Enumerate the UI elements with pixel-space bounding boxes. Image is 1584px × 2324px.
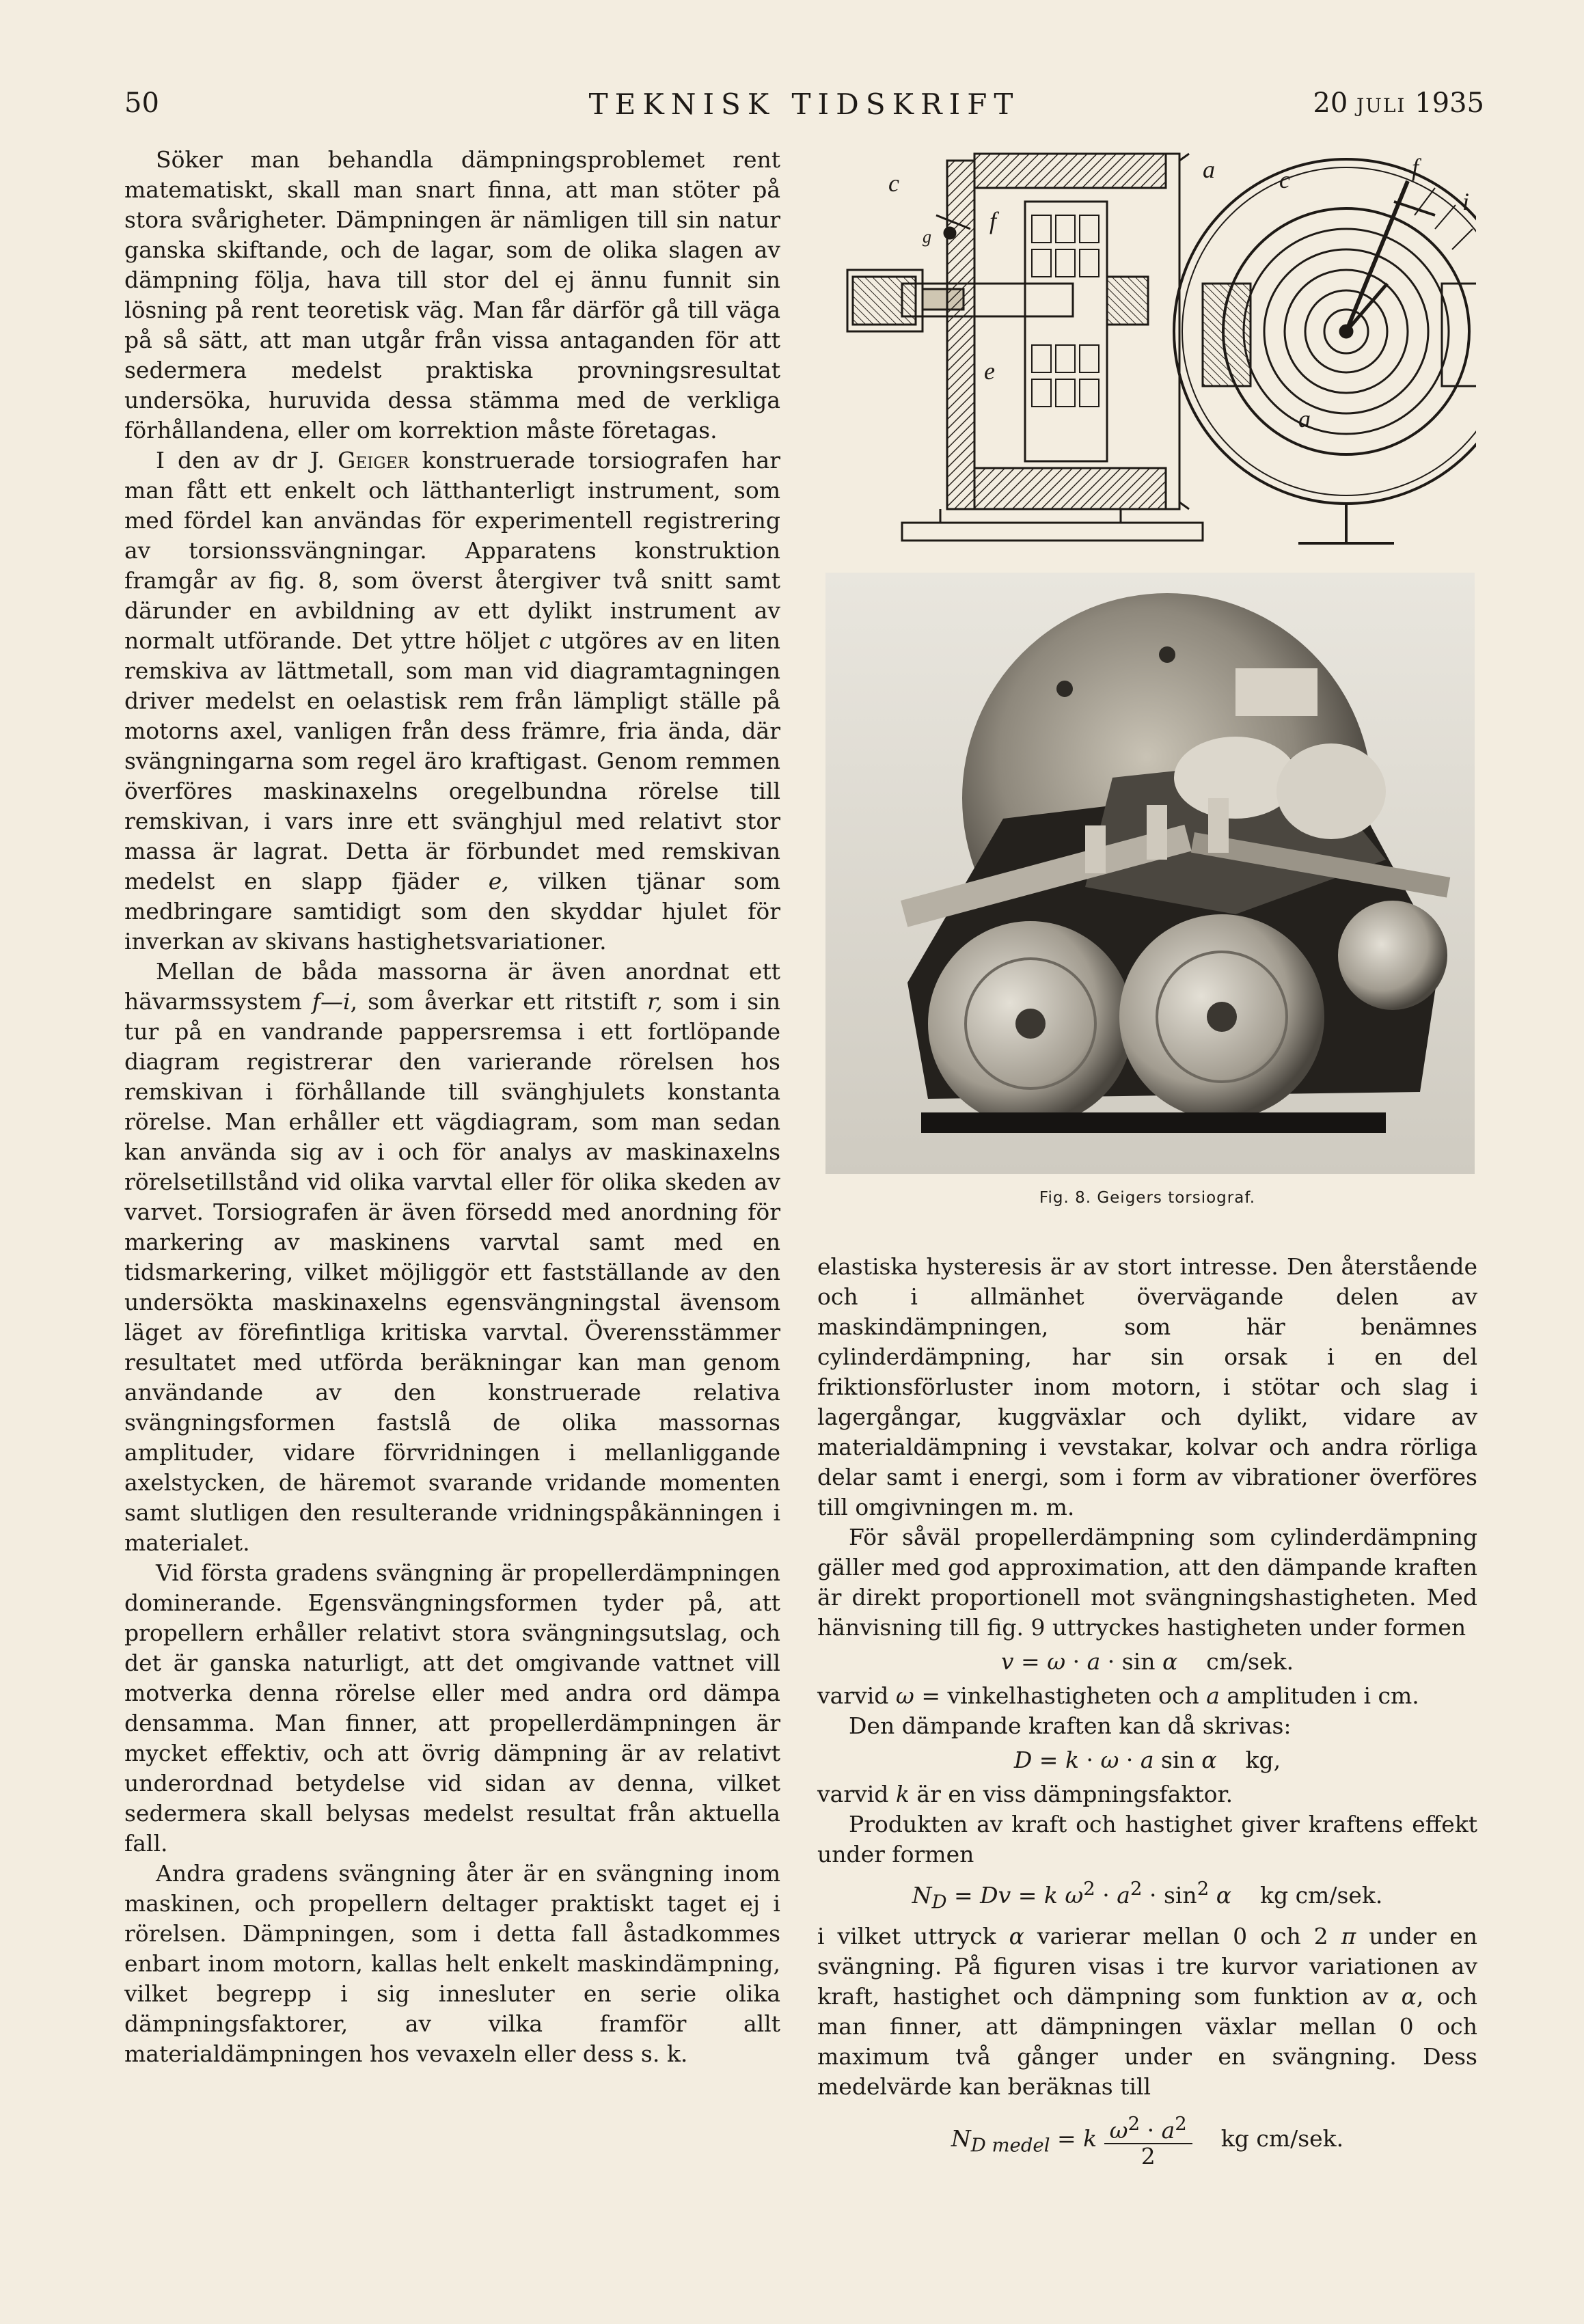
formula-unit: kg cm/sek. [1259,1882,1383,1909]
formula-unit: kg cm/sek. [1220,2124,1344,2152]
text-run: som i sin tur på en vandrande pappersremsa i ett fortlöpande diagram registrerar den varierande rörelsen hos remskivan i förhållande till svänghjulets konstanta rörelse. Man erhåller ett vägdiagram, som man sedan kan använda sig av i och för analys av maskinaxelns rörelsetillstånd vid olika varvtal eller för olika skeden av varvet. Torsiografen är även försedd med anordning för markering av maskinens varvtal samt med en tidsmarkering, vilket möjliggör ett fastställande av den undersökta maskinaxelns egensvängningstal ävensom läget av förefintliga kritiska varvtal. Överensstämmer resultatet med utförda beräkningar kan man genom användande av den konstruerade relativa svängningsformen fastslå de olika massornas amplituder, vidare förvridningen i mellanliggande axelstycken, de häremot svarande vridande momenten samt slutligen den resulterande vridningspåkänningen i materialet. [124,988,780,1556]
label-a: a [1203,156,1215,183]
paragraph: Vid första gradens svängning är propellerdämpningen dominerande. Egensvängningsformen tyder på, att propellern erhåller relativt stora svängningsutslag, och det är ganska naturligt, att det omgivande vattnet vill motverka denna rörelse eller med andra ord dämpa densamma. Man finner, att propellerdämpningen är mycket effektiv, och att övrig dämpning är av relativt underordnad betydelse vid sidan av denna, vilket sedermera skall belysas medelst resultat från aktuella fall. [124,1559,780,1857]
label-a-front: a [1298,405,1311,433]
symbol: c [538,627,552,654]
text-run: varierar mellan 0 och 2 [1024,1922,1341,1950]
torsiograph-photo [825,573,1475,1174]
text-run: konstruerade torsiografen har man fått ett enkelt och lätthanterligt instrument, som med fördel kan användas för experimentell registrering av torsionssvängningar. Apparatens konstruktion framgår av fig. 8, som överst återgiver två snitt samt därunder en avbildning av ett dylikt instrument av normalt utförande. Det yttre höljet [124,447,781,654]
label-c: c [888,169,899,197]
date-year: 1935 [1415,87,1484,119]
paragraph: För såväl propellerdämpning som cylinderdämpning gäller med god approximation, att den dämpande kraften är direkt proportionell mot svängningshastigheten. Med hänvisning till fig. 9 uttryckes hastigheten under formen [817,1524,1477,1641]
formula-mean-power: $N_{D medel} = k$ $\frac{\omega^2 \cdot a^2}{2}$ kg cm/sek. [951,2112,1344,2170]
formula-power: $N_D = Dv = k$ $\omega^2 \cdot a^2 \cdot \sin^2 \alpha$ kg cm/sek. [912,1878,1383,1913]
symbol: f—i [312,988,351,1015]
text-run: = vinkelhastigheten och [914,1682,1207,1709]
text-run: , och man finner, att dämpningen växlar mellan 0 och maximum två gånger under en svängning. Dess medelvärde kan beräknas till [817,1982,1477,2100]
right-column [817,1252,1477,2173]
text-run: i vilket uttryck [817,1922,1009,1950]
page-number: 50 [124,87,159,119]
pulley-rim-bottom [974,468,1166,509]
paragraph [124,446,780,957]
flywheel [1025,202,1107,461]
text-run: amplituden i cm. [1219,1682,1419,1709]
symbol: r, [647,988,663,1015]
pulley-outline [974,154,1179,509]
paragraph: varvid k är en viss dämpningsfaktor. [817,1781,1233,1807]
text-run: , som åverkar ett ritstift [350,988,648,1015]
date-day: 20 [1313,87,1348,119]
label-i: i [1462,188,1470,215]
paragraph: Produkten av kraft och hastighet giver kraftens effekt under formen [817,1811,1477,1868]
formula-damping-force: D = k · ω · a sin α kg, [1013,1747,1281,1773]
base-plate [902,523,1203,541]
left-column [124,145,780,2069]
journal-title: TEKNISK TIDSKRIFT [588,87,1020,121]
formula-unit: kg, [1245,1747,1281,1773]
paragraph: i vilket uttryck α varierar mellan 0 och 2 π under en svängning. På figuren visas i tre kurvor variationen av kraft, hastighet och dämpning som funktion av α, och man finner, att dämpningen växlar mellan 0 och maximum två gånger under en svängning. Dess medelvärde kan beräknas till [817,1922,1477,2100]
running-header [124,87,1484,128]
fraction: $\frac{\omega^2 \cdot a^2}{2}$ [1104,2111,1192,2169]
section-view [847,154,1203,541]
paragraph [124,957,780,1558]
paragraph: Andra gradens svängning åter är en svängning inom maskinen, och propellern deltager praktiskt taget ej i rörelsen. Dämpningen, som i detta fall åstadkommes enbart inom motorn, kallas helt enkelt maskindämpning, vilket begrepp i sig innesluter en serie olika dämpningsfaktorer, av vilka framför allt materialdämpningen hos vevaxeln eller dess s. k. [124,1860,780,2067]
paragraph: elastiska hysteresis är av stort intresse. Den återstående och i allmänhet övervägande delen av maskindämpningen, som här benämnes cylinderdämpning, har sin orsak i en del friktionsförluster inom motorn, i stötar och slag i lagergångar, kuggväxlar och dylikt, vidare av materialdämpning i vevstakar, kolvar och andra rörliga delar samt i energi, som i form av vibrationer överföres till omgivningen m. m. [817,1253,1477,1520]
pulley-rim-top [974,154,1166,188]
text-run: är en viss dämpningsfaktor. [909,1781,1233,1807]
torsiograph-drawings [820,140,1476,571]
text-run: Mellan de båda massorna är även anordnat ett hävarmssystem [124,958,780,1015]
author-name: Geiger [337,447,409,474]
paragraph: varvid ω = vinkelhastigheten och a amplituden i cm. [817,1682,1419,1709]
text-run: varvid [817,1781,896,1807]
paragraph: Den dämpande kraften kan då skrivas: [849,1712,1292,1739]
date-month: juli [1356,87,1406,119]
text-run: I den av dr J. [156,447,338,474]
formula-velocity: v = ω · a · sin α cm/sek. [1000,1648,1294,1675]
text-run: varvid [817,1682,896,1709]
text-run: vilken tjänar som medbringare samtidigt som den skyddar hjulet för inverkan av skivans hastighetsvariationer. [124,868,780,955]
front-view [1174,159,1476,543]
text-run: under en svängning. På figuren visas i tre kurvor variationen av kraft, hastighet och dämpning som funktion av [817,1922,1477,2010]
figure-caption: Fig. 8. Geigers torsiograf. [1039,1189,1256,1207]
label-f-front: f [1412,154,1419,181]
symbol: e, [488,868,509,894]
issue-date [1313,87,1484,119]
label-g: g [923,227,931,247]
label-c-front: c [1279,166,1290,193]
label-e: e [984,357,995,385]
label-f: f [989,207,997,234]
pulley-wall [947,161,974,509]
paragraph: Söker man behandla dämpningsproblemet rent matematiskt, skall man snart finna, att man stöter på stora svårigheter. Dämpningen är nämligen till sin natur ganska skiftande, och de lagar, som de olika slagen av dämpning följa, hava till stor del ej ännu funnit sin lösning på rent teoretisk väg. Man får därför gå till väga på så sätt, att man utgår från vissa antaganden för att sedermera medelst praktiska provningsresultat undersöka, huruvida dessa stämma med de verkliga förhållandena, eller om korrektion måste företagas. [124,146,780,443]
formula-unit: cm/sek. [1206,1648,1294,1675]
text-run: utgöres av en liten remskiva av lättmetall, som man vid diagramtagningen driver medelst en oelastisk rem från lämpligt ställe på motorns axel, vanligen från dess främre, fria ända, där svängningarna som regel äro kraftigast. Genom remmen överföres maskinaxelns oregelbundna rörelse till remskivan, i vars inre ett svänghjul med relativt stor massa är lagrat. Detta är förbundet med remskivan medelst en slapp fjäder [124,627,780,894]
